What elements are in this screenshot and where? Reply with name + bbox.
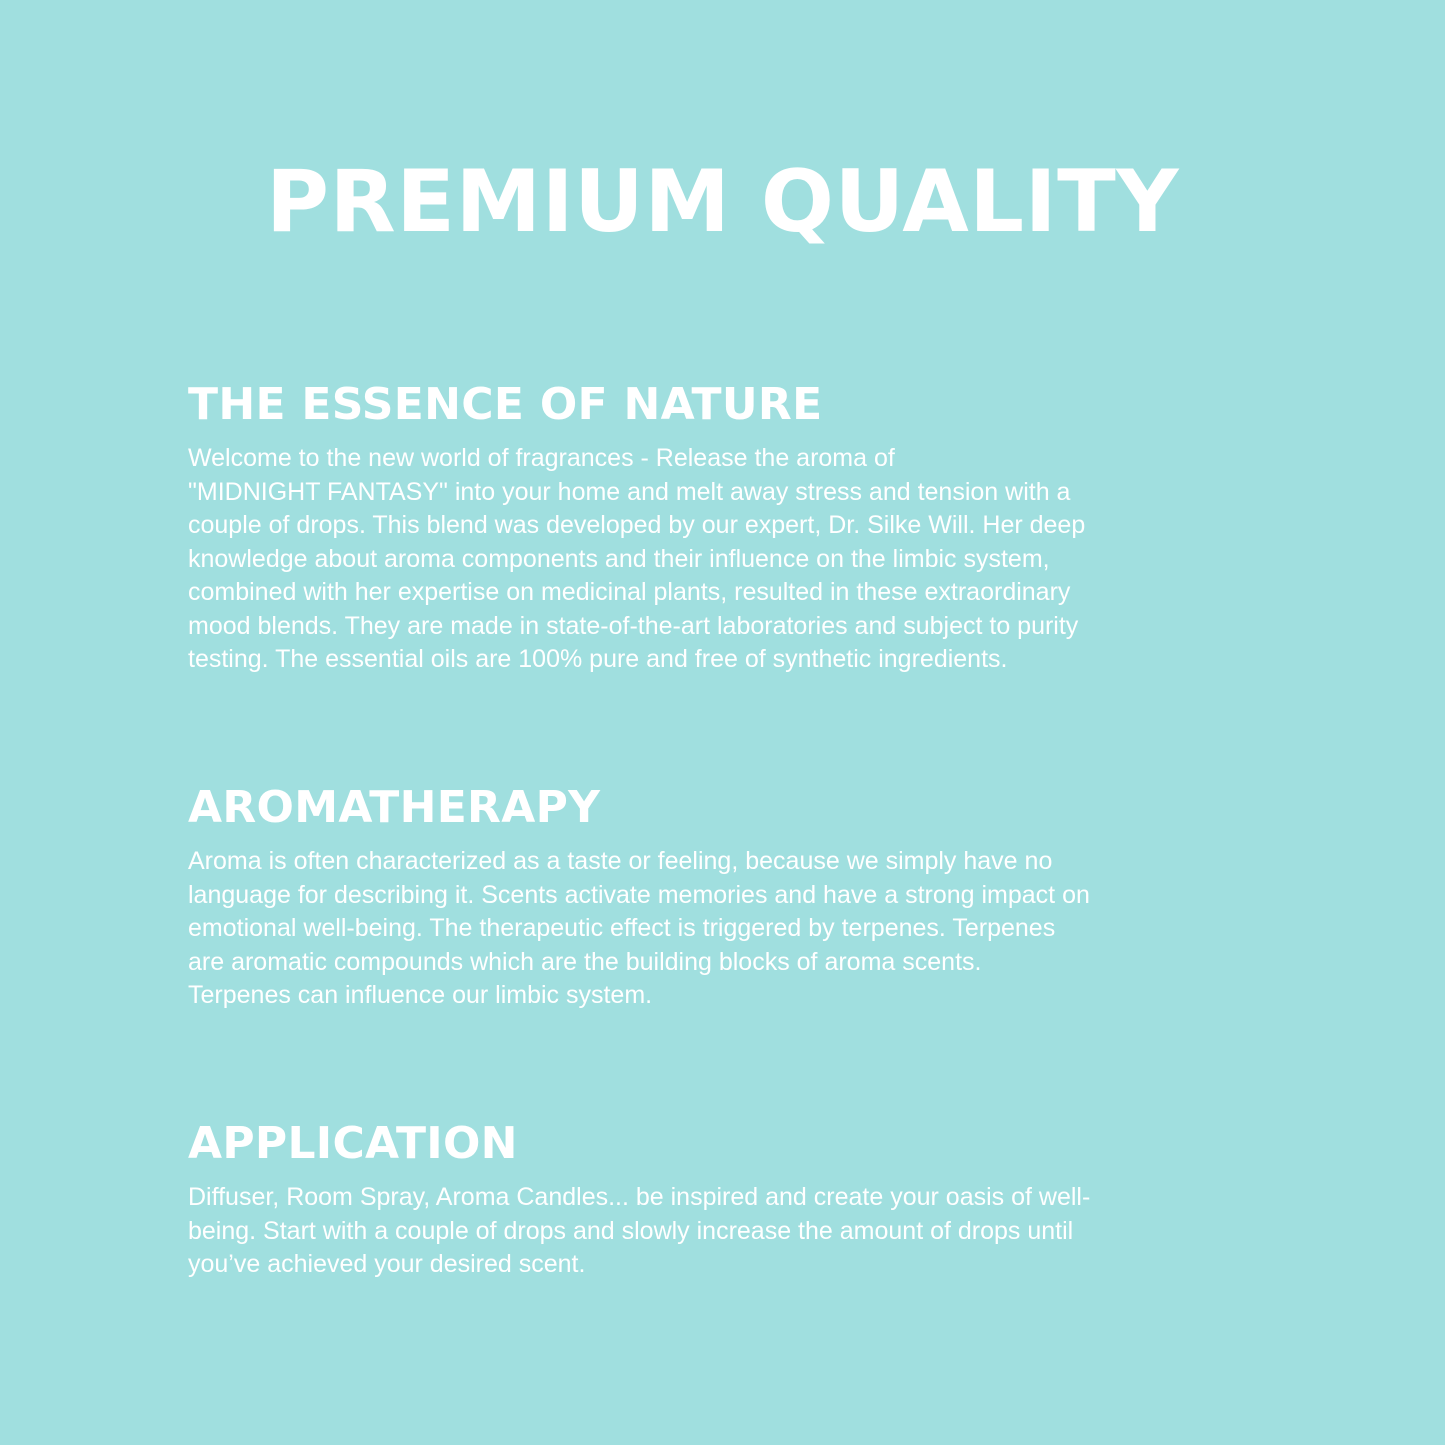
body-line: being. Start with a couple of drops and slowly increase the amount of drops until <box>188 1216 1074 1245</box>
section-heading: APPLICATION <box>188 1118 518 1169</box>
section-heading: THE ESSENCE OF NATURE <box>188 379 823 430</box>
body-line: combined with her expertise on medicinal plants, resulted in these extraordinary <box>188 578 1071 606</box>
body-line: couple of drops. This blend was developed by our expert, Dr. Silke Will. Her deep <box>188 511 1086 539</box>
body-line: are aromatic compounds which are the building blocks of aroma scents. <box>188 947 982 976</box>
section-body <box>188 1181 1268 1282</box>
body-line: you’ve achieved your desired scent. <box>188 1250 586 1278</box>
body-line: Welcome to the new world of fragrances - Release the aroma of <box>188 444 895 472</box>
section-essence-of-nature <box>188 378 1268 677</box>
section-application <box>188 1117 1268 1282</box>
section-body <box>188 442 1268 677</box>
body-line: Terpenes can influence our limbic system. <box>188 981 653 1009</box>
page-title: PREMIUM QUALITY <box>265 152 1180 252</box>
body-line: emotional well-being. The therapeutic effect is triggered by terpenes. Terpenes <box>188 914 1056 942</box>
body-line: Aroma is often characterized as a taste or feeling, because we simply have no <box>188 847 1053 875</box>
section-heading: AROMATHERAPY <box>188 782 601 833</box>
body-line: "MIDNIGHT FANTASY" into your home and melt away stress and tension with a <box>188 477 1071 506</box>
section-body <box>188 845 1268 1013</box>
body-line: mood blends. They are made in state-of-the-art laboratories and subject to purity <box>188 611 1079 640</box>
body-line: knowledge about aroma components and their influence on the limbic system, <box>188 544 1050 573</box>
section-aromatherapy <box>188 781 1268 1013</box>
body-line: language for describing it. Scents activate memories and have a strong impact on <box>188 880 1090 909</box>
body-line: Diffuser, Room Spray, Aroma Candles... be inspired and create your oasis of well- <box>188 1183 1091 1211</box>
body-line: testing. The essential oils are 100% pure and free of synthetic ingredients. <box>188 645 1008 673</box>
